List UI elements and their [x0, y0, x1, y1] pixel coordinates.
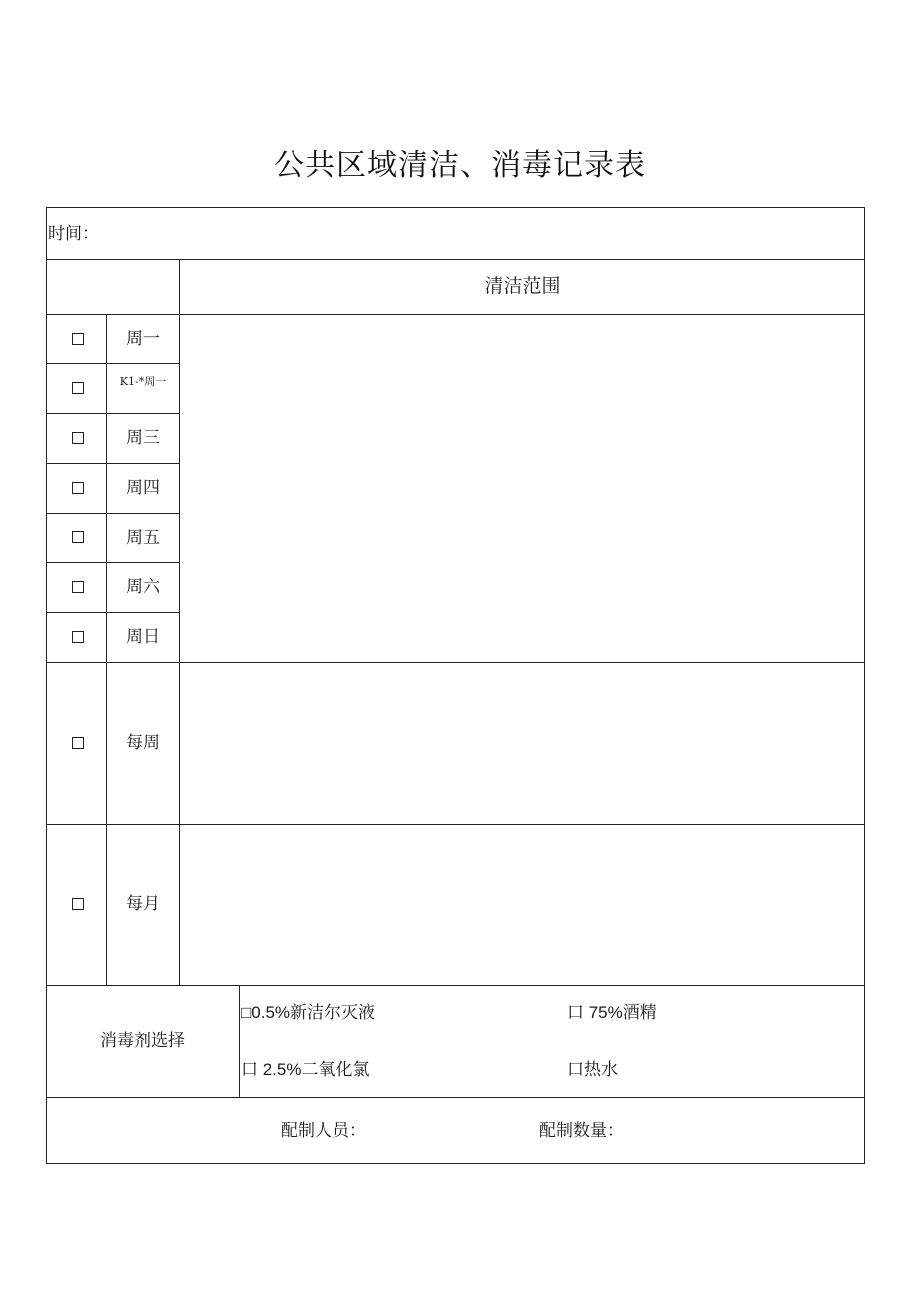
day-checkbox[interactable] [72, 432, 84, 444]
day-checkbox[interactable] [72, 333, 84, 345]
page-title: 公共区域清洁、消毒记录表 [274, 148, 646, 183]
disinfectant-option[interactable]: 口 75%酒精 [567, 1003, 657, 1022]
column-divider [106, 314, 107, 985]
row-divider [46, 612, 180, 613]
day-checkbox[interactable] [72, 581, 84, 593]
weekly-checkbox[interactable] [72, 737, 84, 749]
record-table [46, 207, 865, 1164]
cleaning-scope-header: 清洁范围 [484, 275, 561, 297]
day-label: 周日 [126, 627, 160, 647]
row-divider [46, 259, 865, 260]
day-checkbox[interactable] [72, 482, 84, 494]
row-divider [46, 314, 865, 315]
row-divider [46, 824, 865, 825]
day-label: 周五 [126, 528, 160, 548]
day-label: K1-*周一 [119, 375, 167, 388]
weekly-label: 每周 [126, 733, 160, 753]
preparer-label: 配制人员： [281, 1121, 366, 1141]
row-divider [46, 662, 865, 663]
day-label: 周三 [126, 428, 160, 448]
day-label: 周一 [126, 329, 160, 349]
disinfectant-label: 消毒剂选择 [100, 1031, 185, 1051]
disinfectant-option[interactable]: 口热水 [567, 1060, 618, 1079]
day-checkbox[interactable] [72, 382, 84, 394]
disinfectant-option[interactable]: 口 2.5%二氧化氯 [241, 1060, 370, 1079]
row-divider [46, 463, 180, 464]
day-checkbox[interactable] [72, 531, 84, 543]
row-divider [46, 513, 180, 514]
row-divider [46, 363, 180, 364]
day-label: 周六 [126, 577, 160, 597]
row-divider [46, 985, 865, 986]
day-label: 周四 [126, 478, 160, 498]
disinfectant-option[interactable]: □0.5%新洁尔灭液 [241, 1003, 376, 1022]
row-divider [46, 562, 180, 563]
monthly-checkbox[interactable] [72, 898, 84, 910]
column-divider [179, 259, 180, 985]
row-divider [46, 1097, 865, 1098]
row-divider [46, 413, 180, 414]
column-divider [239, 985, 240, 1097]
quantity-label: 配制数量： [539, 1121, 624, 1141]
time-label: 时间： [48, 224, 99, 244]
day-checkbox[interactable] [72, 631, 84, 643]
monthly-label: 每月 [126, 894, 160, 914]
